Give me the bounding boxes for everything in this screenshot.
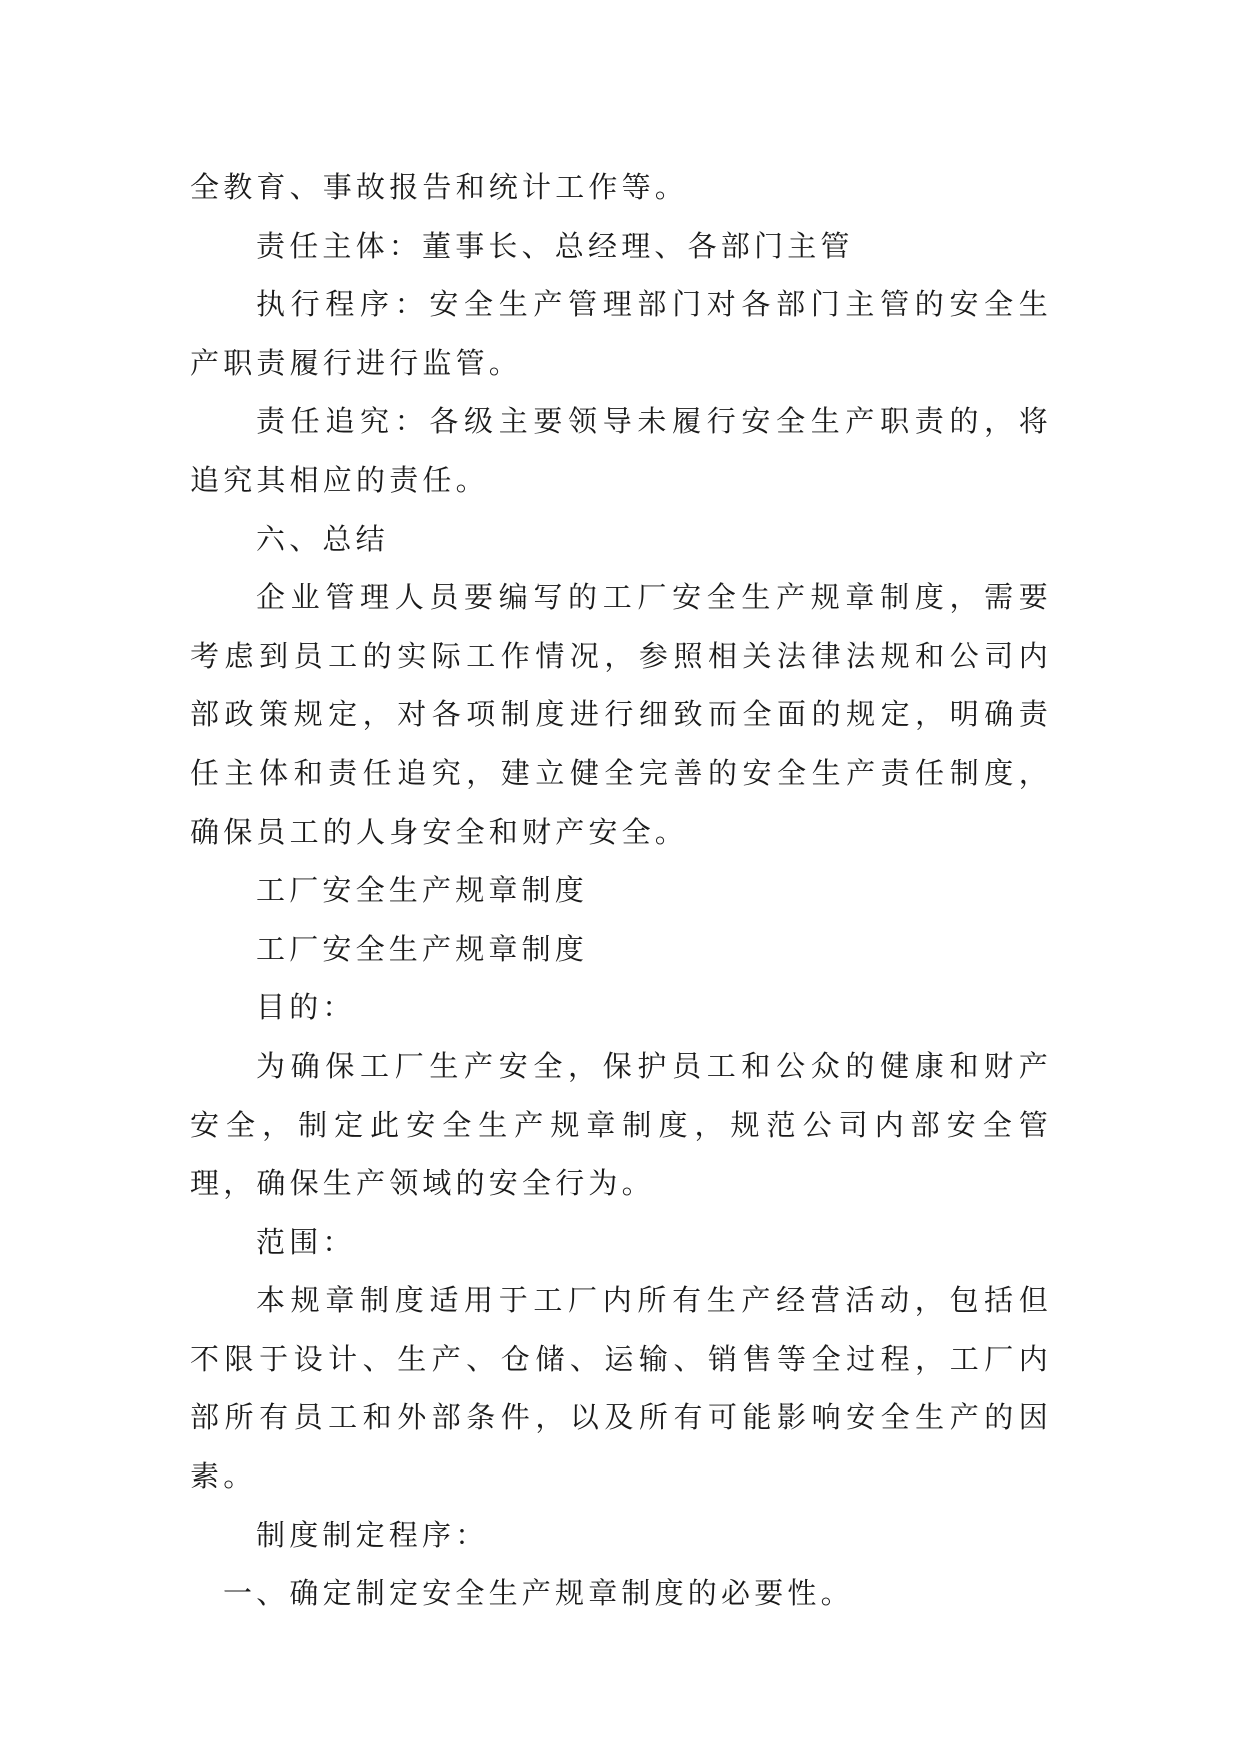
section-heading-summary: 六、总结 xyxy=(256,521,389,556)
paragraph-safety-education: 全教育、事故报告和统计工作等。 xyxy=(190,170,689,204)
document-title-2: 工厂安全生产规章制度 xyxy=(256,931,589,966)
paragraph-scope: 本规章制度适用于工厂内所有生产经营活动，包括但不限于设计、生产、仓储、运输、销售等全过程，工厂内部所有员工和外部条件，以及所有可能影响安全生产的因素。 xyxy=(190,1283,1052,1494)
paragraph-accountability: 责任追究：各级主要领导未履行安全生产职责的，将追究其相应的责任。 xyxy=(190,404,1052,497)
paragraph-purpose: 为确保工厂生产安全，保护员工和公众的健康和财产安全，制定此安全生产规章制度，规范公司内部安全管理，确保生产领域的安全行为。 xyxy=(190,1048,1052,1201)
heading-scope: 范围： xyxy=(256,1224,356,1259)
paragraph-responsible-parties: 责任主体：董事长、总经理、各部门主管 xyxy=(256,228,854,263)
heading-formulation-procedure: 制度制定程序： xyxy=(256,1517,489,1552)
list-item-step-one: 一、确定制定安全生产规章制度的必要性。 xyxy=(223,1576,854,1611)
paragraph-execution-procedure: 执行程序：安全生产管理部门对各部门主管的安全生产职责履行进行监管。 xyxy=(190,287,1052,380)
paragraph-summary: 企业管理人员要编写的工厂安全生产规章制度，需要考虑到员工的实际工作情况，参照相关法律法规和公司内部政策规定，对各项制度进行细致而全面的规定，明确责任主体和责任追究，建立健全完善的安全生产责任制度，确保员工的人身安全和财产安全。 xyxy=(190,580,1052,849)
document-body xyxy=(190,158,1052,1623)
document-title-1: 工厂安全生产规章制度 xyxy=(256,873,589,908)
heading-purpose: 目的： xyxy=(256,990,356,1025)
